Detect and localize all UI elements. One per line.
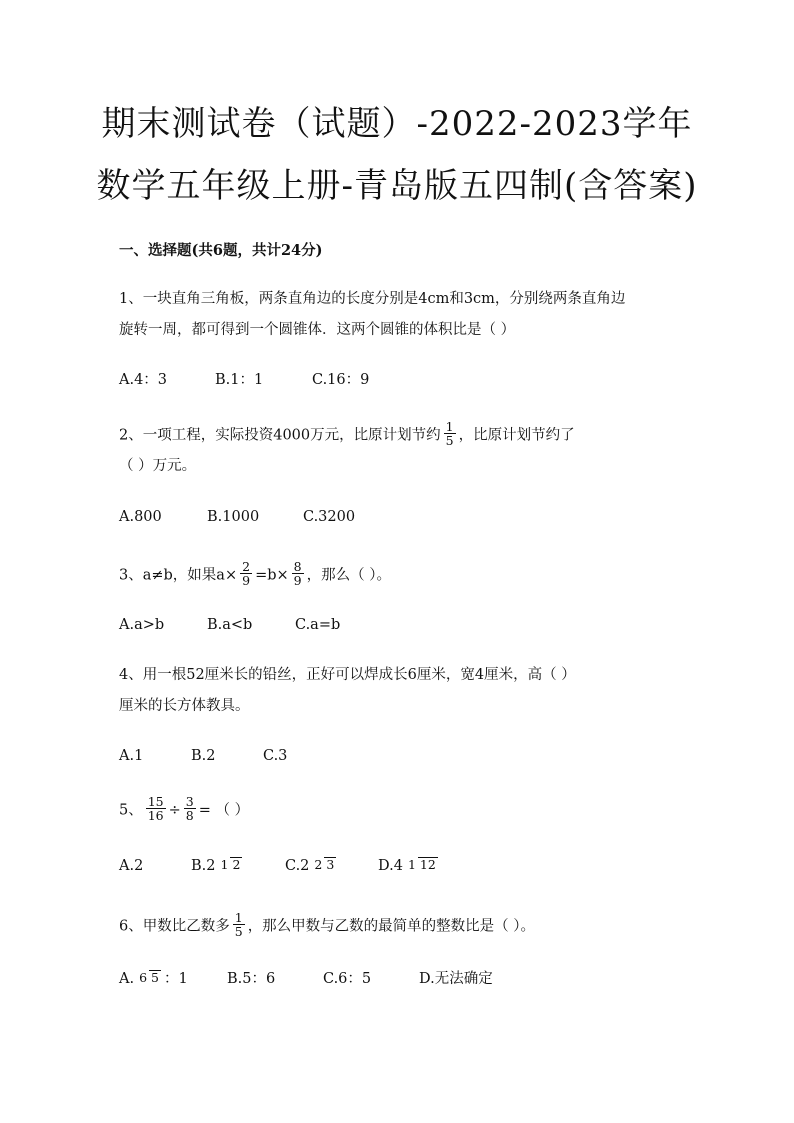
fraction-denominator: 8 [185,808,194,823]
question-5-options [119,856,441,876]
fraction-denominator: 3 [326,857,335,872]
question-4-options [119,746,287,766]
question-5-line-1 [119,794,250,824]
question-4-line-2: 厘米的长方体教具。 [119,698,250,714]
fraction-numerator: 6 [139,970,148,985]
fraction [292,560,304,587]
fraction-denominator: 16 [147,808,164,823]
question-1-options [119,370,369,390]
question-6-text-b: ，那么甲数与乙数的最简单的整数比是（ ）。 [247,918,536,935]
option-a: A.1 [119,748,144,764]
option-a: A.a>b [119,617,165,633]
question-5-text-a: 5、 [119,802,143,819]
option-a [119,856,191,876]
option-b: B.5：6 [227,971,276,987]
fraction-denominator: 5 [234,924,243,939]
fraction-numerator: 1 [234,910,243,925]
question-2-options [119,507,355,527]
option-a-prefix: A. [119,971,135,987]
fraction [219,857,243,871]
option-b [191,856,285,876]
fraction [240,560,252,587]
option-c-whole: C.2 [285,858,310,874]
question-2-text-a: 2、一项工程，实际投资4000万元，比原计划节约 [119,427,441,444]
option-b: B.2 [191,748,216,764]
option-d: D.无法确定 [419,971,493,987]
fraction-numerator: 1 [220,857,229,872]
question-3-line-1 [119,559,391,589]
option-c: C.16：9 [312,372,370,388]
fraction-denominator: 5 [445,433,454,448]
fraction [233,911,245,938]
option-a-suffix: ：1 [164,971,188,987]
fraction-numerator: 15 [147,794,164,809]
question-3-options [119,615,340,635]
fraction-numerator: 2 [314,857,323,872]
question-5-text-c: = （ ） [198,802,250,819]
option-a: A.800 [119,509,162,525]
fraction-numerator: 3 [185,794,194,809]
title-line-1: 期末测试卷（试题）-2022-2023学年 [101,104,693,144]
question-6-text-a: 6、甲数比乙数多 [119,918,230,935]
option-c: C.a=b [295,617,341,633]
fraction-numerator: 1 [407,857,416,872]
option-a [119,969,227,989]
question-2-text-b: ，比原计划节约了 [458,427,575,444]
option-c: C.3 [263,748,288,764]
question-1-line-2: 旋转一周，都可得到一个圆锥体．这两个圆锥的体积比是（ ） [119,322,516,338]
fraction [406,857,438,871]
question-6-line-1 [119,910,536,940]
question-2-line-2: （ ）万元。 [119,458,197,474]
option-b: B.a<b [207,617,253,633]
fraction-denominator: 2 [232,857,241,872]
question-3-text-c: ，那么（ ）。 [306,567,391,584]
fraction [146,795,166,822]
option-c: C.6：5 [323,971,372,987]
fraction-numerator: 2 [242,559,251,574]
fraction-denominator: 9 [293,573,302,588]
question-6-options [119,969,493,989]
fraction-denominator: 12 [419,857,436,872]
question-3-text-b: =b× [255,567,289,584]
fraction [444,420,456,447]
option-b-whole: B.2 [191,858,216,874]
question-3-text-a: 3、a≠b，如果a× [119,567,238,584]
option-a: A.4：3 [119,372,168,388]
fraction [184,795,196,822]
question-2-line-1 [119,419,575,449]
fraction [312,857,336,871]
section-heading: 一、选择题(共6题，共计24分) [119,242,323,259]
question-1-line-1: 1、一块直角三角板，两条直角边的长度分别是4cm和3cm，分别绕两条直角边 [119,291,626,307]
fraction-denominator: 9 [242,573,251,588]
fraction-numerator: 8 [293,559,302,574]
option-d [378,856,441,876]
option-d-whole: D.4 [378,858,403,874]
option-c: C.3200 [303,509,356,525]
fraction-numerator: 1 [445,419,454,434]
title-line-2: 数学五年级上册-青岛版五四制(含答案) [96,166,698,206]
fraction-denominator: 5 [151,970,159,985]
question-4-line-1: 4、用一根52厘米长的铅丝，正好可以焊成长6厘米，宽4厘米，高（ ） [119,667,576,683]
option-a-text: A.2 [119,858,144,874]
fraction [137,970,161,984]
question-5-text-b: ÷ [168,802,181,819]
option-b: B.1000 [207,509,260,525]
option-b: B.1：1 [215,372,264,388]
option-c [285,856,378,876]
